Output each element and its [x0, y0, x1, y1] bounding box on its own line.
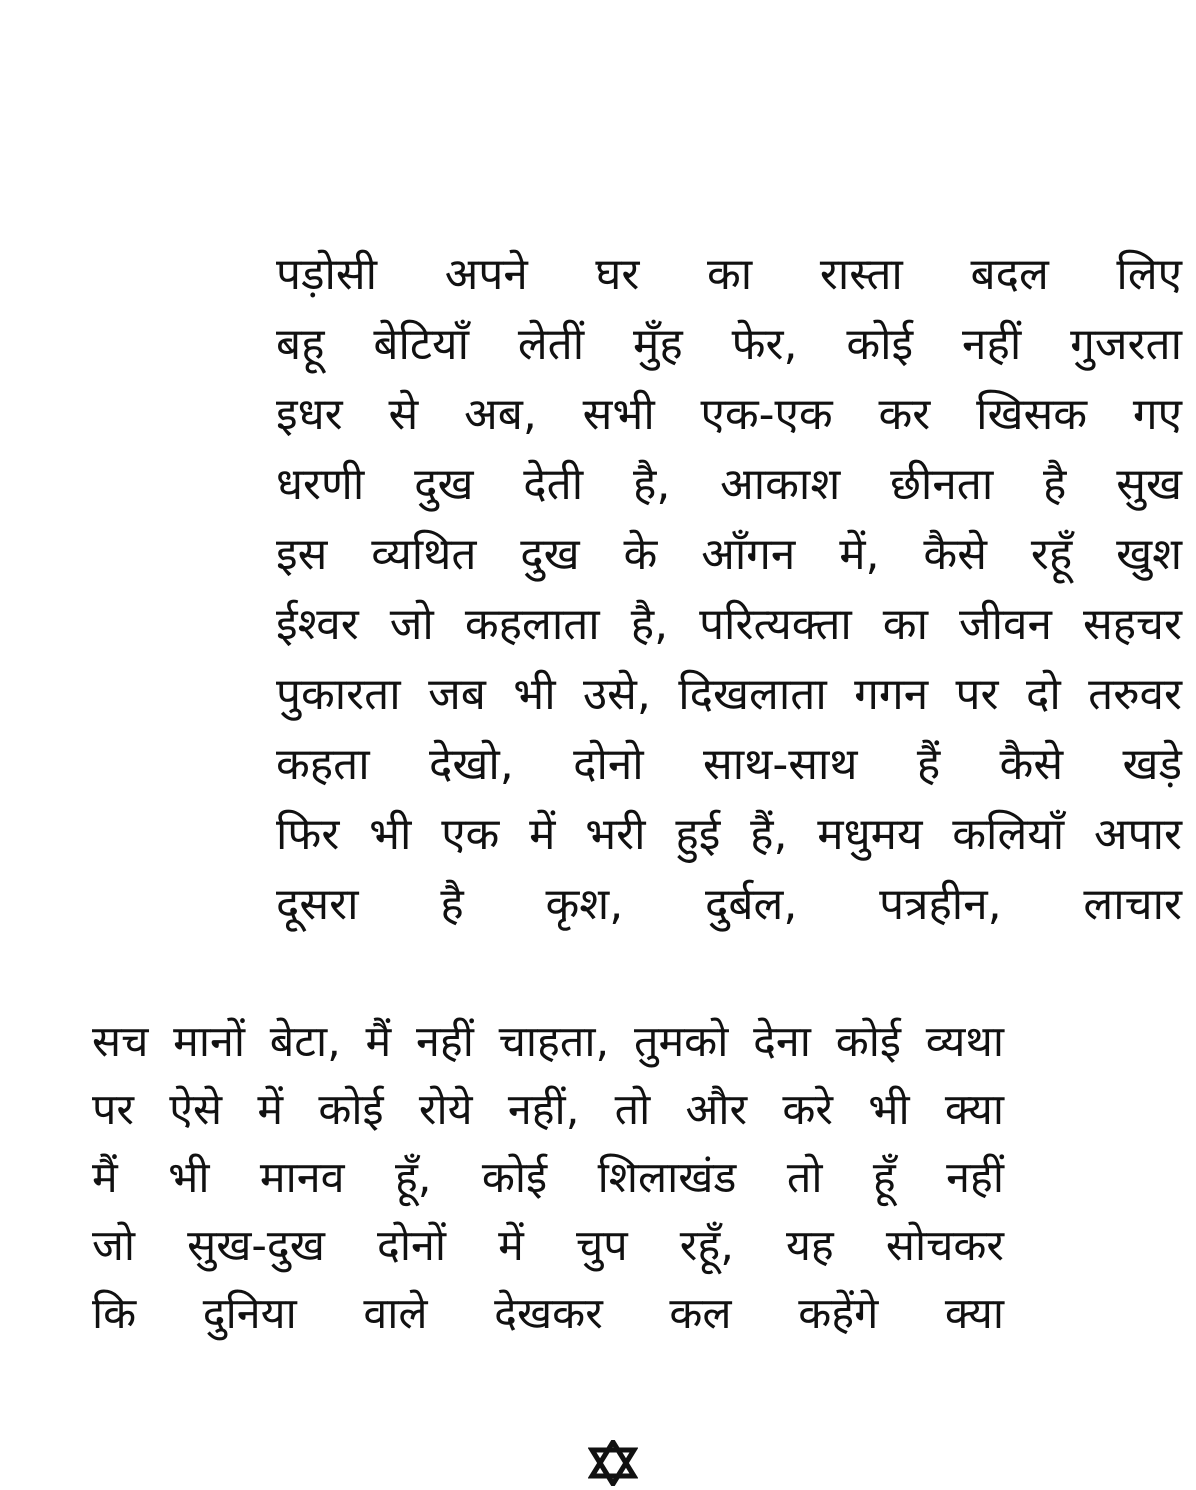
- verse-line: फिर भी एक में भरी हुई हैं, मधुमय कलियाँ अपार: [276, 809, 1182, 860]
- verse-line: पड़ोसी अपने घर का रास्ता बदल लिए: [276, 249, 1182, 300]
- verse-line: जो सुख-दुख दोनों में चुप रहूँ, यह सोचकर: [92, 1221, 1004, 1271]
- verse-line: पुकारता जब भी उसे, दिखलाता गगन पर दो तरुवर: [276, 669, 1182, 720]
- verse-line: पर ऐसे में कोई रोये नहीं, तो और करे भी क्या: [92, 1085, 1004, 1135]
- ornament-graphic: [588, 1440, 638, 1486]
- verse-line: दूसरा है कृश, दुर्बल, पत्रहीन, लाचार: [276, 879, 1182, 930]
- verse-line: मैं भी मानव हूँ, कोई शिलाखंड तो हूँ नहीं: [92, 1153, 1004, 1203]
- verse-line: कहता देखो, दोनो साथ-साथ हैं कैसे खड़े: [276, 739, 1182, 790]
- verse-line: सच मानों बेटा, मैं नहीं चाहता, तुमको देना कोई व्यथा: [92, 1017, 1004, 1067]
- verse-line: ईश्वर जो कहलाता है, परित्यक्ता का जीवन सहचर: [276, 599, 1182, 650]
- verse-line: कि दुनिया वाले देखकर कल कहेंगे क्या: [92, 1289, 1004, 1339]
- verse-line: इस व्यथित दुख के आँगन में, कैसे रहूँ खुश: [276, 529, 1182, 580]
- verse-line: बहू बेटियाँ लेतीं मुँह फेर, कोई नहीं गुजरता: [276, 319, 1182, 370]
- stanza-1: [276, 240, 1182, 940]
- verse-line: धरणी दुख देती है, आकाश छीनता है सुख: [276, 459, 1182, 510]
- stanza-2: [92, 1008, 1004, 1348]
- star-of-david-icon: [588, 1440, 638, 1486]
- verse-line: इधर से अब, सभी एक-एक कर खिसक गए: [276, 389, 1182, 440]
